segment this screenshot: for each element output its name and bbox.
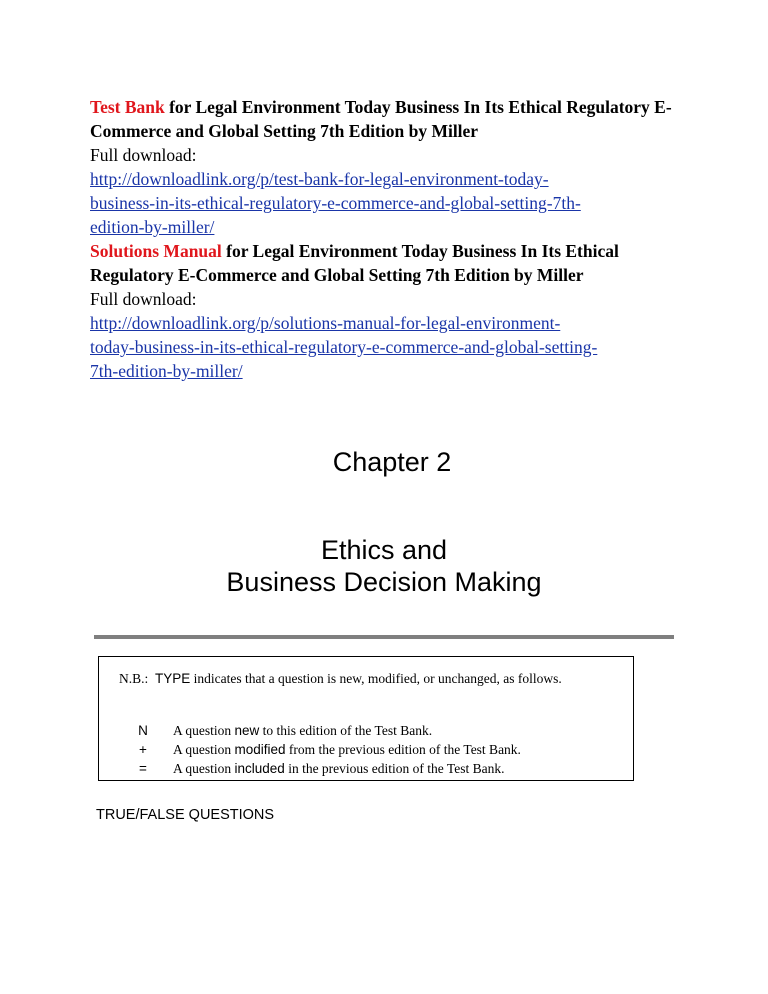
legend-row-modified [113,740,613,759]
test-bank-link-line[interactable]: business-in-its-ethical-regulatory-e-commerce-and-global-setting-7th- [90,193,581,213]
test-bank-label: Test Bank [90,97,165,117]
download-header [90,95,690,383]
chapter-number: Chapter 2 [332,447,452,477]
legend-pre: A question [173,742,235,757]
legend-row-new [113,721,613,740]
legend-text [173,740,521,759]
solutions-manual-download-label: Full download: [90,289,197,309]
legend-keyword: new [234,723,260,738]
solutions-manual-block [90,239,690,383]
legend-code: N [138,723,148,738]
test-bank-title: for Legal Environment Today Business In Its Ethical Regulatory E-Commerce and Global Setting 7th Edition by Miller [90,97,672,141]
legend-pre: A question [173,761,235,776]
test-bank-download-label: Full download: [90,145,197,165]
legend-post: from the previous edition of the Test Bank. [285,742,521,757]
solutions-manual-title: for Legal Environment Today Business In Its Ethical Regulatory E-Commerce and Global Setting 7th Edition by Miller [90,241,619,285]
test-bank-block [90,95,690,239]
nb-prefix: N.B.: [119,671,149,686]
chapter-title-line1: Ethics and [320,535,448,565]
legend-post: in the previous edition of the Test Bank. [284,761,505,776]
legend-keyword: included [234,761,285,776]
nb-box [98,656,634,781]
solutions-manual-link-line[interactable]: http://downloadlink.org/p/solutions-manual-for-legal-environment- [90,313,561,333]
legend-text [173,759,504,778]
test-bank-link-line[interactable]: edition-by-miller/ [90,217,215,237]
nb-text: indicates that a question is new, modified, or unchanged, as follows. [190,671,562,686]
legend-code: + [139,742,147,757]
chapter-title [0,534,768,598]
solutions-manual-link-line[interactable]: 7th-edition-by-miller/ [90,361,243,381]
legend-pre: A question [173,723,235,738]
chapter-title-line2: Business Decision Making [226,567,542,597]
test-bank-link-line[interactable]: http://downloadlink.org/p/test-bank-for-legal-environment-today- [90,169,549,189]
solutions-manual-link[interactable] [90,313,597,381]
solutions-manual-label: Solutions Manual [90,241,222,261]
legend-post: to this edition of the Test Bank. [259,723,433,738]
nb-description [119,669,619,688]
section-heading: TRUE/FALSE QUESTIONS [96,807,275,823]
test-bank-link[interactable] [90,169,581,237]
legend-row-included [113,759,613,778]
legend-code: = [139,761,147,776]
nb-type-word: TYPE [155,671,191,686]
legend-keyword: modified [234,742,286,757]
horizontal-divider [94,635,674,639]
legend-text [173,721,432,740]
solutions-manual-link-line[interactable]: today-business-in-its-ethical-regulatory-e-commerce-and-global-setting- [90,337,598,357]
nb-legend [113,721,613,778]
